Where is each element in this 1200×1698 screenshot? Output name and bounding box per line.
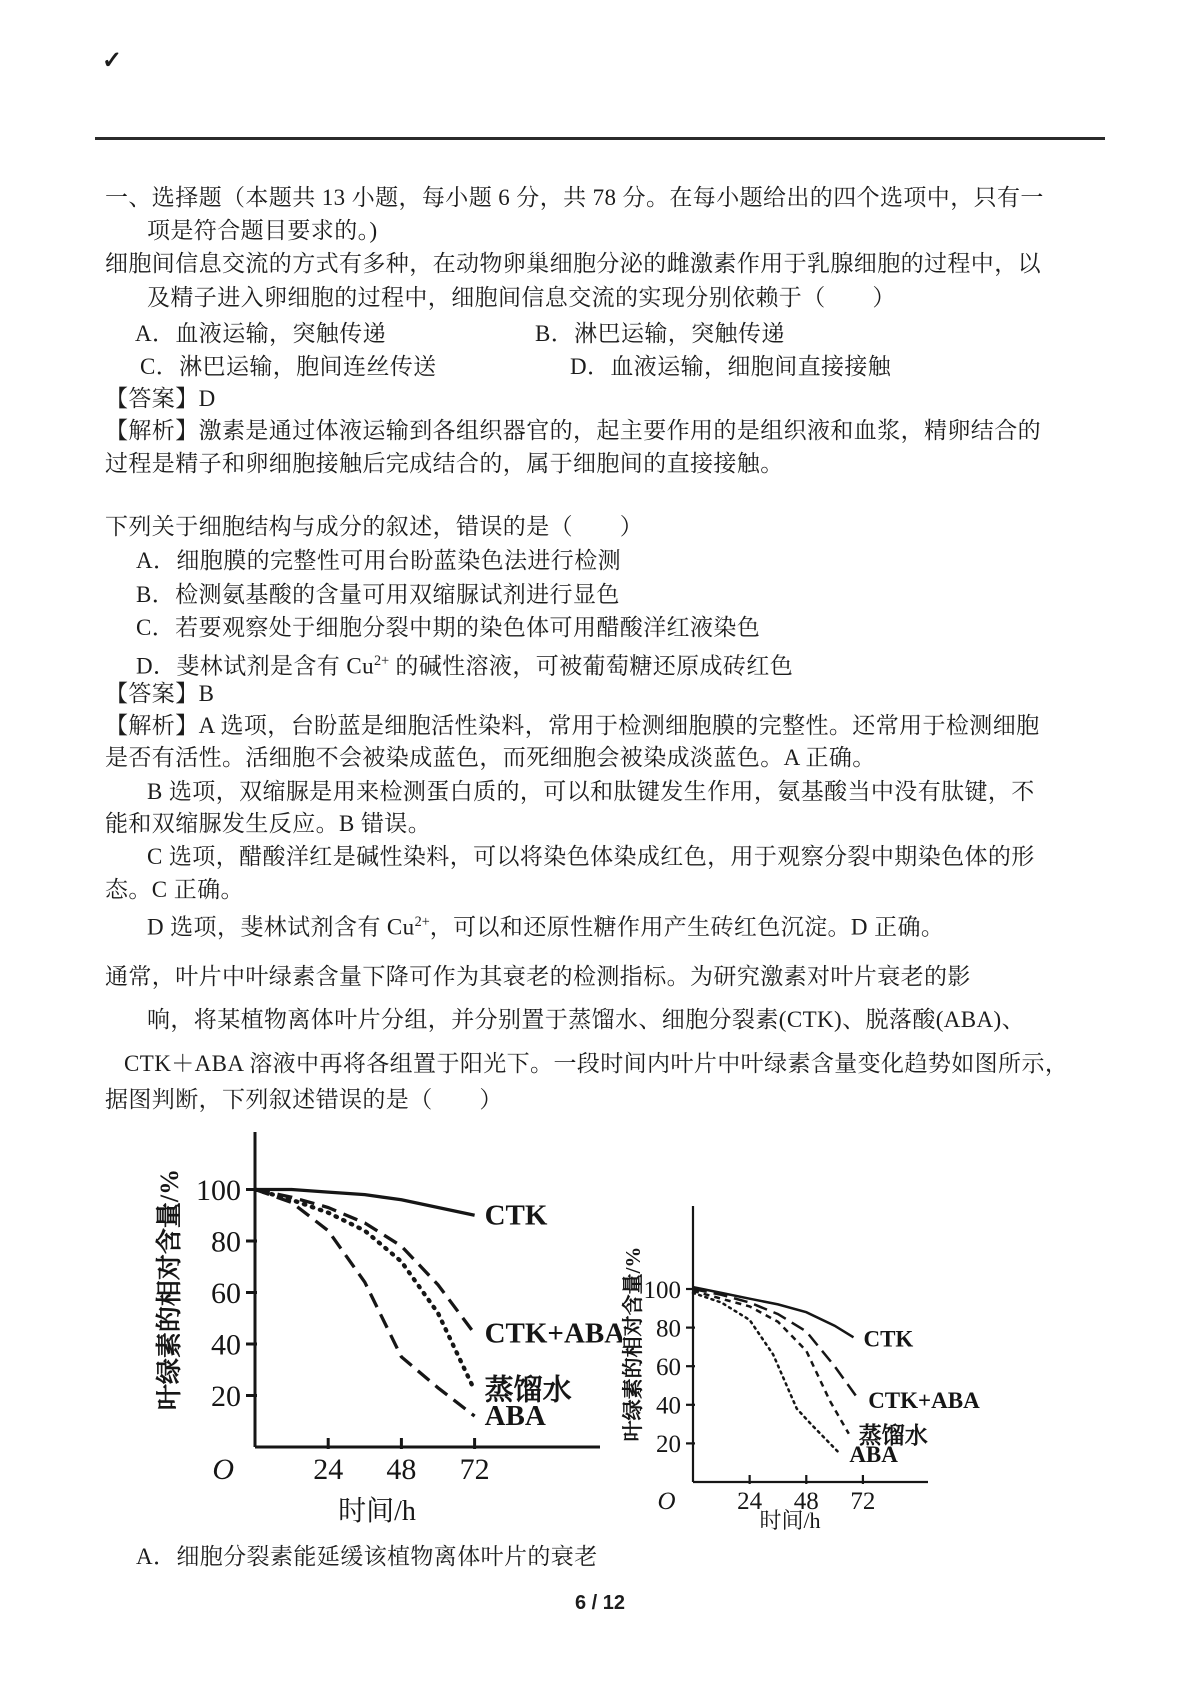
chlorophyll-chart-large <box>150 1090 622 1542</box>
header-divider-line <box>95 137 1105 140</box>
q1-analysis-line1: 【解析】激素是通过体液运输到各组织器官的，起主要作用的是组织液和血浆，精卵结合的 <box>105 418 1041 443</box>
checkmark-icon: ✓ <box>102 48 123 74</box>
q1-option-c: C．淋巴运输，胞间连丝传送 <box>140 354 437 379</box>
svg-text:80: 80 <box>656 1315 681 1343</box>
svg-text:蒸馏水: 蒸馏水 <box>484 1374 572 1407</box>
svg-text:100: 100 <box>196 1174 241 1207</box>
q1-stem-line1: 细胞间信息交流的方式有多种，在动物卵巢细胞分泌的雌激素作用于乳腺细胞的过程中，以 <box>105 251 1041 276</box>
svg-text:CTK: CTK <box>863 1326 914 1352</box>
q2-answer: 【答案】B <box>105 681 215 706</box>
svg-text:24: 24 <box>737 1488 763 1515</box>
q2-option-d-text: D．斐林试剂是含有 Cu <box>136 653 375 679</box>
svg-text:72: 72 <box>850 1488 876 1515</box>
svg-text:时间/h: 时间/h <box>759 1508 821 1533</box>
q2-analysis-d-text-end: ，可以和还原性糖作用产生砖红色沉淀。D 正确。 <box>429 914 945 940</box>
svg-text:叶绿素的相对含量/%: 叶绿素的相对含量/% <box>621 1246 645 1442</box>
q1-option-a: A．血液运输，突触传递 <box>135 321 387 346</box>
section-title-line2: 项是符合题目要求的。) <box>147 218 378 243</box>
q2-option-d-superscript: 2+ <box>374 653 390 669</box>
q1-option-d: D．血液运输，细胞间直接接触 <box>570 354 892 379</box>
svg-text:40: 40 <box>211 1328 241 1362</box>
q2-option-b: B．检测氨基酸的含量可用双缩脲试剂进行显色 <box>136 582 620 607</box>
svg-text:48: 48 <box>793 1488 819 1515</box>
q2-analysis-d-text: D 选项，斐林试剂含有 Cu <box>147 914 415 940</box>
svg-text:24: 24 <box>313 1453 344 1486</box>
q2-analysis-a-line2: 是否有活性。活细胞不会被染成蓝色，而死细胞会被染成淡蓝色。A 正确。 <box>105 745 876 770</box>
chlorophyll-chart-small <box>620 1160 1040 1560</box>
q2-analysis-d <box>147 907 944 943</box>
svg-text:80: 80 <box>211 1225 241 1259</box>
q3-stem-line2: 响，将某植物离体叶片分组，并分别置于蒸馏水、细胞分裂素(CTK)、脱落酸(ABA)、 <box>147 1007 1025 1032</box>
svg-text:蒸馏水: 蒸馏水 <box>858 1422 928 1448</box>
q2-analysis-b-line1: B 选项，双缩脲是用来检测蛋白质的，可以和肽键发生作用，氨基酸当中没有肽键，不 <box>147 779 1035 804</box>
q2-option-c: C．若要观察处于细胞分裂中期的染色体可用醋酸洋红液染色 <box>136 615 761 640</box>
q1-stem-line2: 及精子进入卵细胞的过程中，细胞间信息交流的实现分别依赖于（ ） <box>147 285 896 310</box>
q1-answer: 【答案】D <box>105 386 216 411</box>
q1-option-b: B．淋巴运输，突触传递 <box>535 321 785 346</box>
q2-stem: 下列关于细胞结构与成分的叙述，错误的是（ ） <box>105 514 644 539</box>
svg-text:ABA: ABA <box>484 1400 546 1433</box>
page-number: 6 / 12 <box>574 1592 626 1614</box>
svg-text:20: 20 <box>211 1380 241 1413</box>
section-title-line1: 一、选择题（本题共 13 小题，每小题 6 分，共 78 分。在每小题给出的四个选项中，只有一 <box>105 185 1044 210</box>
svg-text:O: O <box>212 1453 234 1486</box>
svg-text:ABA: ABA <box>849 1442 898 1468</box>
q1-analysis-line2: 过程是精子和卵细胞接触后完成结合的，属于细胞间的直接接触。 <box>105 451 784 476</box>
svg-text:60: 60 <box>211 1277 241 1310</box>
svg-text:40: 40 <box>656 1392 681 1420</box>
q3-option-a: A．细胞分裂素能延缓该植物离体叶片的衰老 <box>136 1544 598 1569</box>
q3-stem-line4: 据图判断，下列叙述错误的是（ ） <box>105 1087 503 1112</box>
svg-text:时间/h: 时间/h <box>338 1496 416 1527</box>
svg-text:60: 60 <box>656 1353 681 1381</box>
q2-analysis-b-line2: 能和双缩脲发生反应。B 错误。 <box>105 811 432 836</box>
q3-stem-line3: CTK＋ABA 溶液中再将各组置于阳光下。一段时间内叶片中叶绿素含量变化趋势如图所示， <box>124 1051 1069 1076</box>
svg-text:100: 100 <box>643 1276 681 1304</box>
svg-text:48: 48 <box>386 1453 417 1486</box>
q2-option-a: A．细胞膜的完整性可用台盼蓝染色法进行检测 <box>136 548 622 573</box>
q2-option-d-text-end: 的碱性溶液，可被葡萄糖还原成砖红色 <box>389 653 794 679</box>
svg-text:CTK+ABA: CTK+ABA <box>484 1317 622 1350</box>
svg-text:20: 20 <box>656 1431 681 1459</box>
q2-analysis-a-line1: 【解析】A 选项，台盼蓝是细胞活性染料，常用于检测细胞膜的完整性。还常用于检测细胞 <box>105 713 1040 738</box>
svg-text:CTK: CTK <box>484 1199 548 1232</box>
q3-stem-line1: 通常，叶片中叶绿素含量下降可作为其衰老的检测指标。为研究激素对叶片衰老的影 <box>105 964 971 989</box>
q2-analysis-c-line1: C 选项，醋酸洋红是碱性染料，可以将染色体染成红色，用于观察分裂中期染色体的形 <box>147 844 1035 869</box>
svg-text:O: O <box>657 1488 676 1515</box>
q2-analysis-c-line2: 态。C 正确。 <box>105 877 244 902</box>
q2-option-d <box>136 646 793 682</box>
svg-text:CTK+ABA: CTK+ABA <box>868 1388 980 1414</box>
svg-text:叶绿素的相对含量/%: 叶绿素的相对含量/% <box>155 1168 184 1411</box>
svg-text:72: 72 <box>459 1453 490 1486</box>
q2-analysis-d-superscript: 2+ <box>414 914 430 930</box>
